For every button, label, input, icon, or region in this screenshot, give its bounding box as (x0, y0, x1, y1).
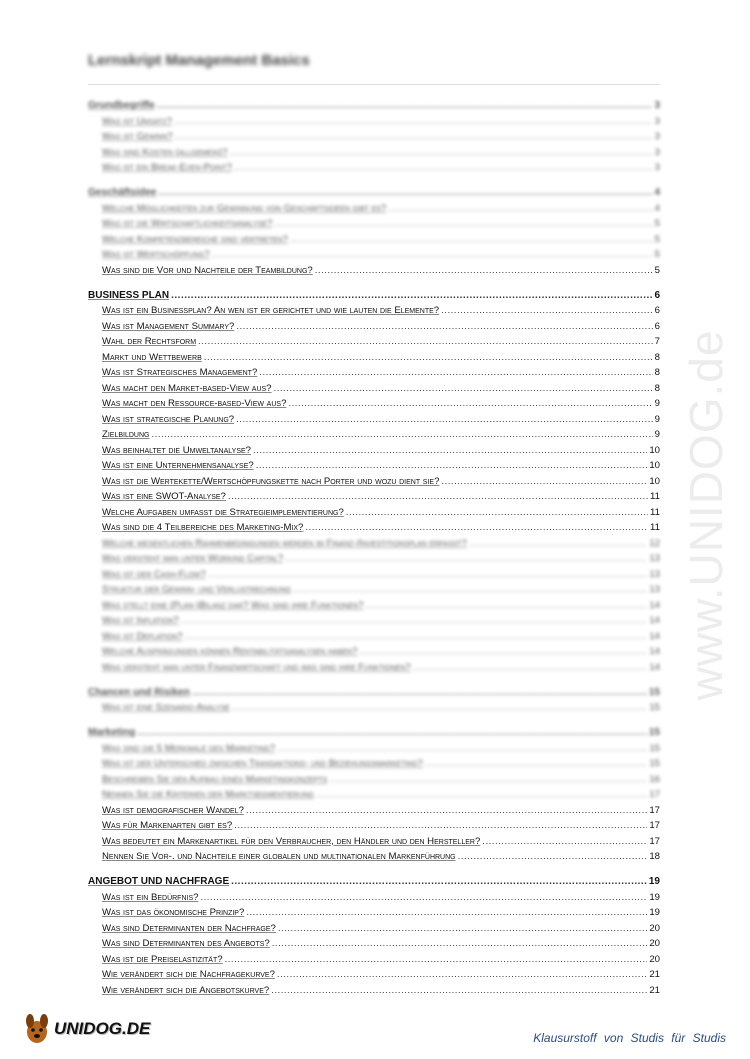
dot-leader (175, 130, 653, 144)
toc-entry[interactable] (88, 920, 660, 936)
dot-leader (316, 788, 648, 802)
dot-leader (151, 428, 652, 442)
toc-entry-label: Was ist der Cash-Flow? (102, 568, 206, 580)
toc-entry[interactable] (88, 756, 660, 772)
toc-page-number: 4 (654, 202, 660, 214)
toc-entry[interactable] (88, 951, 660, 967)
toc-page-number: 3 (654, 131, 660, 142)
dot-leader (469, 537, 648, 551)
toc-page-number: 14 (649, 661, 660, 673)
dot-leader (259, 366, 652, 380)
toc-entry[interactable] (88, 787, 660, 803)
dot-leader (365, 599, 647, 613)
toc-entry-label: Was ist eine SWOT-Analyse? (102, 491, 226, 502)
toc-page-number: 11 (650, 491, 660, 502)
dot-leader (234, 161, 653, 175)
toc-page-number: 11 (650, 506, 660, 518)
toc-entry[interactable] (88, 303, 660, 319)
toc-page-number: 17 (649, 835, 660, 847)
toc-entry[interactable] (88, 489, 660, 505)
toc-section (88, 278, 660, 675)
toc-page-number: 5 (654, 218, 660, 229)
toc-page-number: 6 (654, 289, 660, 301)
toc-heading-label: BUSINESS PLAN (88, 289, 170, 301)
dot-leader (204, 351, 653, 365)
toc-heading[interactable] (88, 286, 660, 303)
toc-page-number: 6 (654, 320, 660, 332)
dot-leader (158, 186, 652, 200)
toc-page-number: 17 (649, 804, 660, 816)
toc-page-number: 5 (654, 249, 660, 260)
toc-page-number: 17 (649, 820, 660, 831)
toc-entry-label: Was für Markenarten gibt es? (102, 820, 233, 831)
toc-entry-label: Was ist die Wirtschaftlichkeitsanalyse? (102, 218, 273, 229)
toc-entry[interactable] (88, 520, 660, 536)
toc-entry[interactable] (88, 818, 660, 834)
dot-leader (271, 984, 647, 998)
toc-page-number: 19 (649, 907, 660, 918)
dot-leader (274, 217, 652, 231)
dot-leader (246, 804, 647, 818)
toc-entry-label: Was ist Inflation? (102, 615, 179, 626)
dot-leader (482, 835, 647, 849)
dot-leader (277, 968, 647, 982)
toc-page-number: 13 (649, 568, 660, 580)
toc-page-number: 10 (649, 475, 660, 487)
page-title: Lernskript Management Basics (88, 52, 310, 69)
dot-leader (293, 583, 647, 597)
toc-entry-label: Was ist Umsatz? (102, 115, 173, 127)
toc-section (88, 675, 660, 716)
dot-leader (305, 521, 648, 535)
toc-page-number: 18 (649, 851, 660, 862)
dot-leader (441, 475, 647, 489)
toc-heading[interactable] (88, 183, 660, 200)
toc-page-number: 3 (654, 115, 660, 127)
toc-entry[interactable] (88, 473, 660, 489)
toc-entry-label: Nennen Sie die Kriterien der Marktsegmentierung (102, 789, 314, 800)
dot-leader (329, 773, 647, 787)
dot-leader (256, 459, 648, 473)
footer-slogan: Klausurstoff von Studis für Studis (533, 1031, 726, 1045)
toc-entry-label: Was stellt eine (Plan-)Bilanz dar? Was sind ihre Funktionen? (102, 599, 364, 611)
toc-entry-label: Was ist ein Businessplan? An wen ist er gerichtet und wie lauten die Elemente? (102, 305, 440, 316)
dot-leader (274, 382, 653, 396)
toc-page-number: 16 (649, 773, 660, 785)
table-of-contents (88, 96, 660, 998)
toc-page-number: 5 (654, 233, 660, 245)
dot-leader (441, 304, 653, 318)
toc-page-number: 17 (649, 789, 660, 800)
toc-entry[interactable] (88, 700, 660, 716)
dot-leader (200, 891, 647, 905)
toc-page-number: 4 (654, 187, 660, 198)
watermark: www.UNIDOG.de (680, 329, 732, 701)
dot-leader (272, 937, 648, 951)
toc-entry[interactable] (88, 628, 660, 644)
toc-entry[interactable] (88, 160, 660, 176)
toc-entry[interactable] (88, 597, 660, 613)
toc-entry-label: Was sind Determinanten des Angebots? (102, 938, 270, 949)
dot-leader (413, 661, 648, 675)
toc-entry-label: Was versteht man unter Finanzwirtschaft und was sind ihre Funktionen? (102, 661, 411, 673)
toc-entry[interactable] (88, 427, 660, 443)
dot-leader (346, 506, 648, 520)
toc-entry-label: Welche Ausprägungen können Rentabilitätsanalysen haben? (102, 646, 358, 657)
toc-entry-label: Welche Aufgaben umfasst die Strategieimplementierung? (102, 506, 344, 518)
toc-entry-label: Nennen Sie Vor-. und Nachteile einer globalen und multinationalen Markenführung (102, 851, 456, 862)
dot-leader (278, 922, 647, 936)
toc-entry[interactable] (88, 262, 660, 278)
toc-entry[interactable] (88, 582, 660, 598)
toc-entry[interactable] (88, 231, 660, 247)
toc-entry-label: Was ist Management Summary? (102, 320, 235, 332)
toc-entry[interactable] (88, 905, 660, 921)
footer-brand: UNIDOG.DE (54, 1019, 151, 1038)
toc-page-number: 14 (649, 646, 660, 657)
dot-leader (234, 819, 647, 833)
toc-page-number: 14 (649, 630, 660, 642)
toc-entry[interactable] (88, 551, 660, 567)
dot-leader (290, 233, 653, 247)
toc-entry[interactable] (88, 144, 660, 160)
toc-page-number: 19 (648, 876, 660, 887)
toc-entry-label: Was ist eine Unternehmensanalyse? (102, 460, 254, 471)
toc-entry[interactable] (88, 504, 660, 520)
toc-entry-label: Welche wesentlichen Rahmenbedingungen werden im Finanz-/Investitionsplan erfasst? (102, 537, 467, 549)
title-divider (88, 84, 660, 85)
toc-entry-label: Was sind Determinanten der Nachfrage? (102, 922, 276, 934)
toc-entry[interactable] (88, 318, 660, 334)
toc-page-number: 3 (654, 100, 660, 111)
toc-entry[interactable] (88, 458, 660, 474)
unidog-logo (22, 1012, 150, 1046)
toc-entry-label: Wie verändert sich die Nachfragekurve? (102, 969, 275, 980)
toc-heading-label: Grundbegriffe (88, 100, 155, 111)
toc-entry[interactable] (88, 349, 660, 365)
dot-leader (157, 99, 653, 113)
toc-page-number: 11 (650, 522, 660, 533)
toc-entry[interactable] (88, 535, 660, 551)
toc-entry-label: Was ist demografischer Wandel? (102, 804, 244, 816)
toc-page-number: 3 (654, 146, 660, 158)
dot-leader (277, 742, 647, 756)
toc-entry[interactable] (88, 936, 660, 952)
toc-heading[interactable] (88, 683, 660, 700)
toc-page-number: 15 (648, 686, 660, 698)
dot-leader (231, 875, 647, 889)
toc-entry[interactable] (88, 566, 660, 582)
toc-entry-label: Zielbildung (102, 429, 150, 440)
dot-leader (212, 248, 653, 262)
toc-heading[interactable] (88, 96, 660, 113)
toc-entry-label: Welche Möglichkeiten zur Gewinnung von Geschäftsideen gibt es? (102, 202, 387, 214)
toc-entry-label: Was ist ein Bedürfnis? (102, 891, 199, 903)
toc-entry-label: Was sind die Vor und Nachteile der Teambildung? (102, 264, 313, 276)
toc-entry-label: Markt und Wettbewerb (102, 351, 202, 363)
dot-leader (288, 397, 652, 411)
toc-heading-label: Marketing (88, 727, 136, 738)
toc-page-number: 19 (649, 891, 660, 903)
toc-page-number: 15 (649, 758, 660, 769)
dot-leader (246, 906, 647, 920)
toc-page-number: 12 (649, 537, 660, 549)
dot-leader (315, 264, 653, 278)
dot-leader (171, 289, 652, 303)
dot-leader (236, 320, 652, 334)
toc-entry-label: Was ist ein Break-Even-Point? (102, 162, 233, 173)
toc-entry[interactable] (88, 771, 660, 787)
toc-page-number: 9 (654, 429, 660, 440)
toc-entry[interactable] (88, 247, 660, 263)
toc-entry[interactable] (88, 365, 660, 381)
dot-leader (198, 335, 653, 349)
toc-heading-label: Chancen und Risiken (88, 686, 190, 698)
dot-leader (232, 701, 648, 715)
toc-page-number: 20 (649, 922, 660, 934)
toc-page-number: 20 (649, 953, 660, 965)
dot-leader (225, 953, 648, 967)
toc-page-number: 6 (654, 305, 660, 316)
toc-entry-label: Wahl der Rechtsform (102, 336, 197, 347)
toc-entry-label: Was ist Deflation? (102, 630, 183, 642)
toc-entry[interactable] (88, 411, 660, 427)
dot-leader (458, 850, 648, 864)
dot-leader (388, 202, 652, 216)
dot-leader (208, 568, 648, 582)
toc-page-number: 21 (649, 969, 660, 980)
dot-leader (174, 115, 653, 129)
toc-entry-label: Was ist der Unterschied zwischen Transaktions- und Beziehungsmarketing? (102, 758, 423, 769)
toc-entry-label: Wie verändert sich die Angebotskurve? (102, 984, 270, 996)
toc-page-number: 21 (649, 984, 660, 996)
toc-page-number: 8 (654, 367, 660, 378)
toc-entry-label: Was sind die 4 Teilbereiche des Marketing-Mix? (102, 522, 304, 533)
toc-section (88, 715, 660, 864)
toc-page-number: 3 (654, 162, 660, 173)
toc-entry-label: Was beinhaltet die Umweltanalyse? (102, 444, 251, 456)
toc-page-number: 9 (654, 398, 660, 409)
dot-leader (229, 146, 652, 160)
toc-entry[interactable] (88, 200, 660, 216)
toc-page-number: 8 (654, 351, 660, 363)
dot-leader (359, 645, 647, 659)
toc-entry[interactable] (88, 889, 660, 905)
dot-leader (185, 630, 648, 644)
toc-page-number: 13 (649, 553, 660, 564)
toc-entry-label: Was ist Wertschöpfung? (102, 249, 210, 260)
toc-heading[interactable] (88, 872, 660, 889)
toc-entry[interactable] (88, 659, 660, 675)
dot-leader (192, 686, 647, 700)
toc-entry[interactable] (88, 380, 660, 396)
toc-entry-label: Was macht den Ressource-based-View aus? (102, 398, 287, 409)
toc-entry[interactable] (88, 113, 660, 129)
toc-entry-label: Was bedeutet ein Markenartikel für den Verbraucher, den Händler und den Hersteller? (102, 835, 481, 847)
toc-entry-label: Was ist eine Szenario-Analyse (102, 702, 230, 713)
toc-entry-label: Was ist das ökonomische Prinzip? (102, 907, 245, 918)
toc-entry-label: Welche Kompetenzbereiche sind vertreten? (102, 233, 288, 245)
dot-leader (253, 444, 647, 458)
toc-page-number: 15 (649, 702, 660, 713)
dot-leader (137, 726, 647, 740)
toc-page-number: 14 (649, 599, 660, 611)
toc-entry-label: Was ist die Preiselastizität? (102, 953, 223, 965)
toc-page-number: 20 (649, 938, 660, 949)
toc-entry[interactable] (88, 644, 660, 660)
toc-entry[interactable] (88, 833, 660, 849)
toc-entry[interactable] (88, 849, 660, 865)
toc-entry-label: Was macht den Market-based-View aus? (102, 382, 272, 394)
toc-entry[interactable] (88, 334, 660, 350)
toc-entry-label: Was sind die 5 Merkmale des Marketing? (102, 742, 276, 754)
toc-entry-label: Was ist die Wertekette/Wertschöpfungskette nach Porter und wozu dient sie? (102, 475, 440, 487)
toc-entry-label: Beschreiben Sie den Aufbau eines Marketingkonzepts (102, 773, 328, 785)
toc-section (88, 864, 660, 998)
toc-section (88, 175, 660, 278)
toc-page-number: 5 (654, 264, 660, 276)
toc-entry-label: Was ist Strategisches Management? (102, 367, 258, 378)
dot-leader (285, 552, 647, 566)
toc-entry[interactable] (88, 982, 660, 998)
toc-page-number: 14 (649, 615, 660, 626)
toc-page-number: 10 (649, 460, 660, 471)
toc-entry[interactable] (88, 216, 660, 232)
dot-leader (228, 490, 648, 504)
toc-page-number: 9 (654, 413, 660, 425)
dog-mascot-icon (22, 1012, 52, 1046)
toc-page-number: 7 (654, 336, 660, 347)
toc-entry-label: Was versteht man unter Working Capital? (102, 553, 284, 564)
toc-page-number: 10 (649, 444, 660, 456)
toc-entry-label: Struktur der Gewinn- und Verlustrechnung (102, 584, 291, 595)
toc-entry[interactable] (88, 129, 660, 145)
dot-leader (181, 614, 648, 628)
toc-page-number: 15 (649, 742, 660, 754)
toc-entry[interactable] (88, 613, 660, 629)
toc-page-number: 8 (654, 382, 660, 394)
toc-heading-label: ANGEBOT UND NACHFRAGE (88, 876, 230, 887)
toc-entry[interactable] (88, 967, 660, 983)
dot-leader (236, 413, 653, 427)
toc-entry-label: Was ist strategische Planung? (102, 413, 235, 425)
toc-entry-label: Was sind Kosten (allgemein)? (102, 146, 228, 158)
toc-entry[interactable] (88, 396, 660, 412)
toc-entry[interactable] (88, 740, 660, 756)
toc-section (88, 96, 660, 175)
toc-entry[interactable] (88, 442, 660, 458)
toc-heading[interactable] (88, 723, 660, 740)
toc-page-number: 15 (648, 727, 660, 738)
dot-leader (425, 757, 647, 771)
toc-entry[interactable] (88, 802, 660, 818)
toc-heading-label: Geschäftsidee (88, 187, 157, 198)
toc-page-number: 13 (649, 584, 660, 595)
toc-entry-label: Was ist Gewinn? (102, 131, 173, 142)
